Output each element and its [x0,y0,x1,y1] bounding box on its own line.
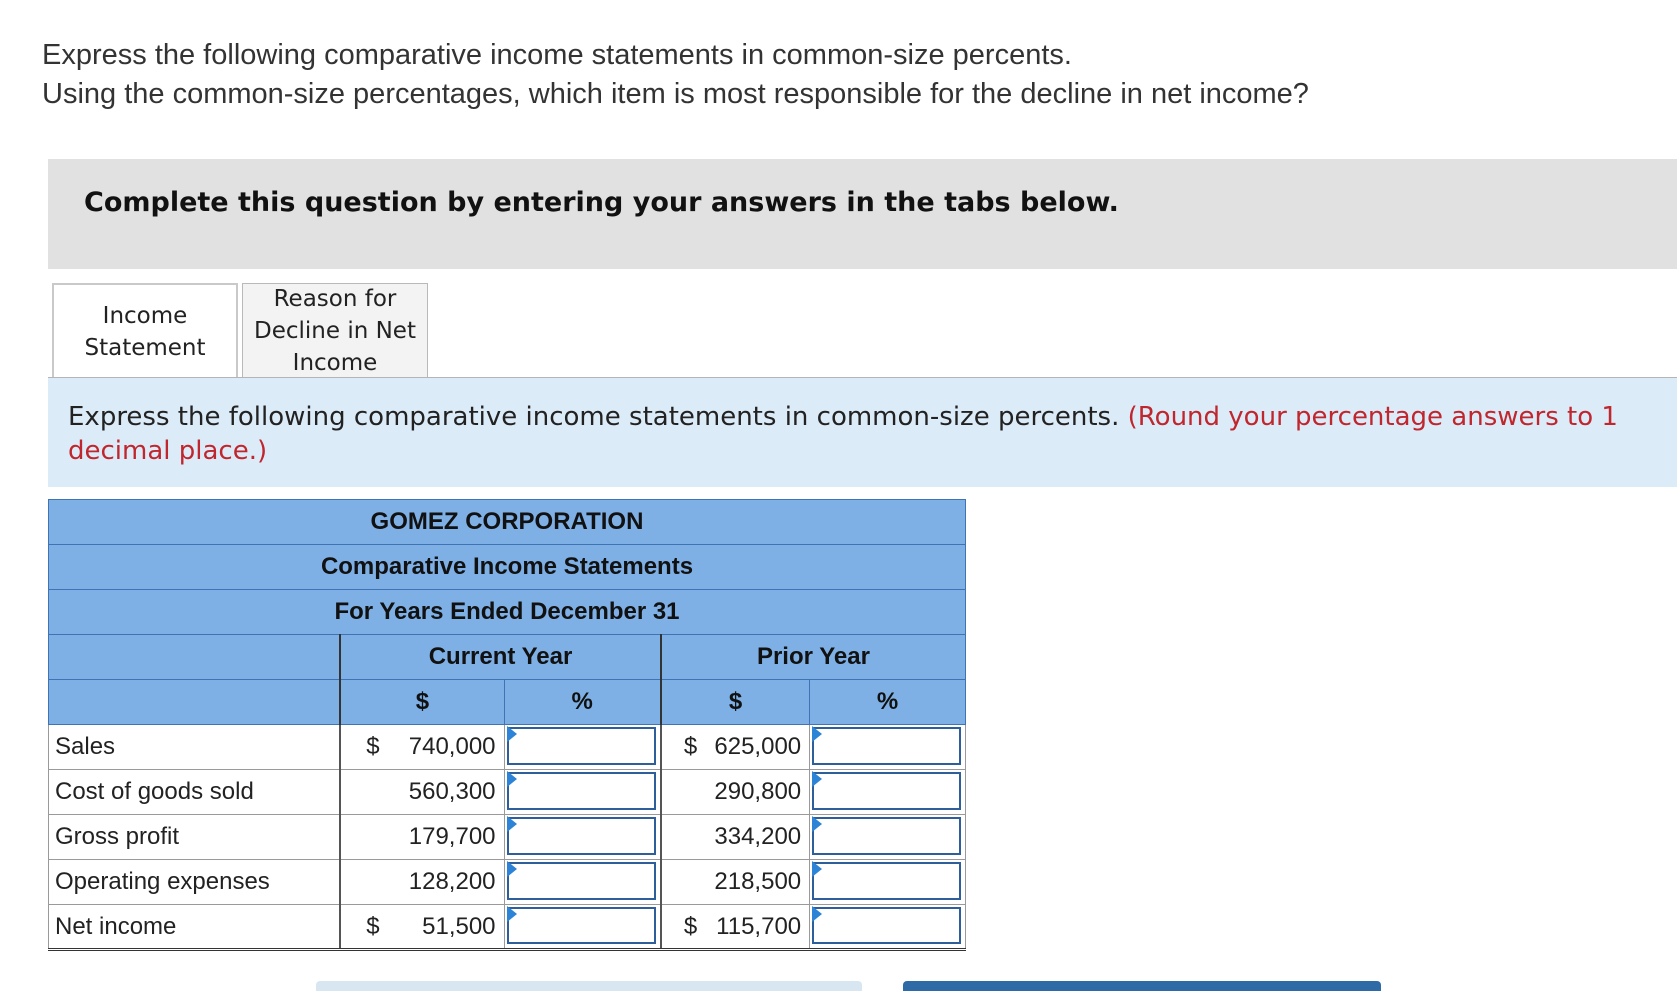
row-label-gross-profit: Gross profit [49,815,341,860]
current-percent-cell [504,770,661,815]
income-statement-table [48,499,966,951]
question-intro [42,36,1309,114]
flag-icon [507,726,517,742]
banner-text: Complete this question by entering your answers in the tabs below. [84,187,1119,218]
instructions-text [68,400,1648,468]
current-amount: 179,700 [340,815,504,860]
prior-percent-input-net-income[interactable] [812,907,961,944]
prior-amount: 334,200 [661,815,810,860]
prior-percent-input-sales[interactable] [812,727,961,765]
flag-icon [812,816,822,832]
table-row [49,770,966,815]
instructions-main: Express the following comparative income statements in common-size percents. [68,402,1120,432]
flag-icon [507,861,517,877]
current-dollar-header: $ [340,680,504,725]
current-amount: $ 740,000 [340,725,504,770]
current-amount: 128,200 [340,860,504,905]
current-percent-input-operating-expenses[interactable] [507,862,656,900]
instruction-banner [48,159,1677,269]
prior-percent-input-operating-expenses[interactable] [812,862,961,900]
prior-amount: $ 625,000 [661,725,810,770]
flag-icon [812,906,822,922]
current-amount: $ 51,500 [340,905,504,950]
prior-percent-cell [810,725,966,770]
current-percent-input-sales[interactable] [507,727,656,765]
row-label-cogs: Cost of goods sold [49,770,341,815]
statement-period: For Years Ended December 31 [49,590,966,635]
table-row [49,725,966,770]
flag-icon [507,816,517,832]
header-blank [49,680,341,725]
table-row [49,860,966,905]
row-label-operating-expenses: Operating expenses [49,860,341,905]
prior-percent-input-gross-profit[interactable] [812,817,961,855]
current-percent-input-gross-profit[interactable] [507,817,656,855]
current-percent-input-cogs[interactable] [507,772,656,810]
prior-year-header: Prior Year [661,635,966,680]
prior-amount: 218,500 [661,860,810,905]
prior-percent-header: % [810,680,966,725]
tab-income-statement[interactable] [52,283,238,379]
flag-icon [507,771,517,787]
current-percent-cell [504,905,661,950]
tab-reason-for-decline[interactable] [242,283,428,377]
prior-amount: 290,800 [661,770,810,815]
table-row [49,905,966,950]
header-blank [49,635,341,680]
row-label-net-income: Net income [49,905,341,950]
flag-icon [812,726,822,742]
flag-icon [812,861,822,877]
current-percent-input-net-income[interactable] [507,907,656,944]
instructions-panel [48,378,1677,487]
current-year-header: Current Year [340,635,661,680]
next-tab-button[interactable] [903,981,1381,991]
tab-income-statement-label: Income Statement [84,303,206,361]
prev-tab-button[interactable] [316,981,862,991]
prior-percent-cell [810,905,966,950]
prior-percent-cell [810,860,966,905]
current-percent-cell [504,815,661,860]
current-amount: 560,300 [340,770,504,815]
company-name: GOMEZ CORPORATION [49,500,966,545]
intro-line-2: Using the common-size percentages, which item is most responsible for the decline in net income? [42,78,1309,110]
prior-percent-input-cogs[interactable] [812,772,961,810]
statement-title: Comparative Income Statements [49,545,966,590]
intro-line-1: Express the following comparative income statements in common-size percents. [42,39,1072,71]
current-percent-cell [504,725,661,770]
prior-dollar-header: $ [661,680,810,725]
current-percent-header: % [504,680,661,725]
current-percent-cell [504,860,661,905]
row-label-sales: Sales [49,725,341,770]
prior-amount: $ 115,700 [661,905,810,950]
flag-icon [507,906,517,922]
flag-icon [812,771,822,787]
prior-percent-cell [810,770,966,815]
table-row [49,815,966,860]
rounding-note: (Round your percentage answers to 1 decimal place.) [68,402,1618,466]
prior-percent-cell [810,815,966,860]
tab-reason-label: Reason for Decline in Net Income [254,285,416,376]
